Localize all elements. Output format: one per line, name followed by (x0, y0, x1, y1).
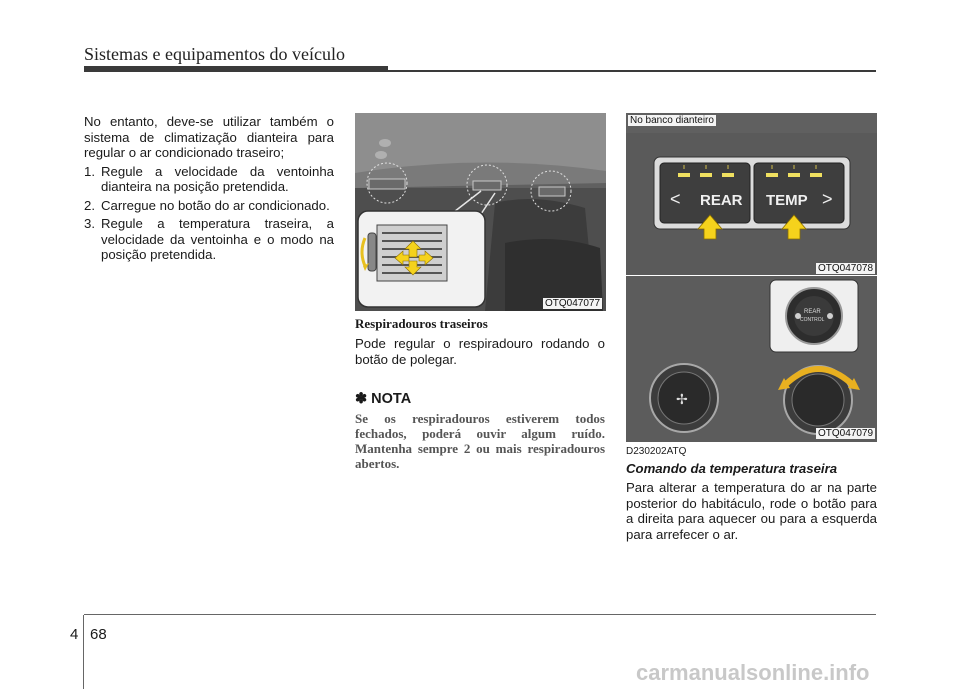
footer-divider (83, 615, 84, 689)
front-seat-figure (626, 113, 877, 275)
figure-code: OTQ047077 (545, 298, 601, 309)
rear-button-label: REAR (700, 192, 743, 209)
section-body: Pode regular o respiradouro rodando o botão de polegar. (355, 336, 605, 367)
note-title: ✽ NOTA (355, 391, 412, 407)
rear-knob-label: REAR (804, 309, 821, 315)
note-body: Se os respiradouros estiverem todos fechados, poderá ouvir algum ruído. Mantenha sempre 2 ou mais respiradouros abertos. (355, 411, 605, 471)
figure-code: OTQ047079 (818, 428, 874, 439)
section-body: Para alterar a temperatura do ar na parte posterior do habitáculo, rode o botão para a direita para aquecer ou para a esquerda para arrefecer o ar. (626, 480, 877, 542)
rear-knob-sublabel: CONTROL (800, 317, 825, 323)
step-item (84, 198, 334, 214)
header-bar (84, 66, 388, 72)
svg-text:<: < (670, 189, 681, 209)
column-2 (355, 316, 605, 471)
step-number: 3. (84, 216, 95, 231)
column-3 (626, 446, 877, 542)
footer-rule (84, 614, 876, 615)
page-number: 68 (90, 626, 107, 643)
step-item (84, 164, 334, 195)
svg-text:✢: ✢ (676, 392, 688, 408)
figure-label: No banco dianteiro (630, 115, 714, 126)
section-heading: Comando da temperatura traseira (626, 461, 838, 476)
step-item (84, 216, 334, 263)
step-number: 2. (84, 197, 95, 213)
step-text: Regule a velocidade da ventoinha dianteira na posição pretendida. (101, 163, 334, 194)
front-control-panel-illustration (626, 113, 877, 275)
rear-vents-illustration (355, 113, 606, 311)
temp-button-label: TEMP (766, 192, 808, 209)
step-text: Regule a temperatura traseira, a velocidade da ventoinha e o modo na posição pretendida. (101, 216, 334, 262)
svg-text:>: > (822, 189, 833, 209)
section-code: D230202ATQ (626, 446, 687, 457)
header-rule (388, 70, 876, 72)
step-number: 1. (84, 163, 95, 179)
steps-list (84, 164, 334, 263)
page-header-title: Sistemas e equipamentos do veículo (84, 44, 345, 64)
rear-control-knobs-illustration (626, 276, 877, 442)
chapter-number: 4 (70, 626, 79, 643)
step-text: Carregue no botão do ar condicionado. (101, 197, 330, 213)
figure-code: OTQ047078 (818, 263, 874, 274)
rear-vents-figure (355, 113, 606, 311)
intro-paragraph: No entanto, deve-se utilizar também o sistema de climatização dianteira para regular o ar condicionado traseiro; (84, 114, 334, 160)
watermark: carmanualsonline.info (636, 660, 870, 685)
rear-seat-figure (626, 276, 877, 442)
column-1 (84, 114, 334, 266)
section-heading: Respiradouros traseiros (355, 316, 488, 331)
